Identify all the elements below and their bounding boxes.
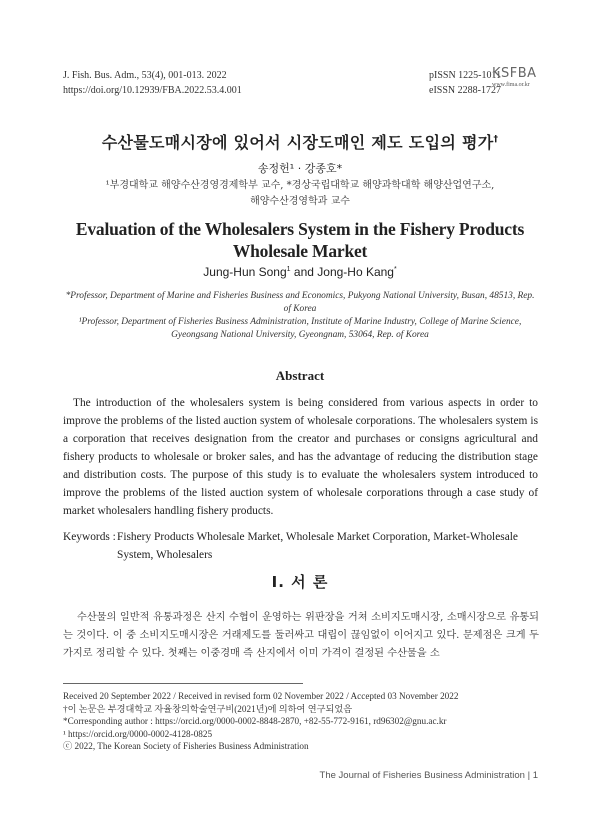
korean-title [40, 130, 560, 153]
author-2: Jong-Ho Kang [317, 265, 394, 279]
society-logo [492, 66, 540, 89]
title-footnote-mark: † [493, 134, 499, 145]
eissn: eISSN 2288-1727 [429, 85, 501, 96]
english-affiliation [62, 290, 538, 342]
keywords-label: Keywords : [63, 531, 116, 543]
keywords-list: Fishery Products Wholesale Market, Wholesale Market Corporation, Market-Wholesale System, Wholesalers [117, 531, 518, 561]
footer-journal-name: The Journal of Fisheries Business Administration [319, 770, 525, 781]
journal-ref: J. Fish. Bus. Adm., 53(4), 001-013. 2022 [63, 70, 227, 81]
issn-block [429, 68, 501, 98]
abstract-text: The introduction of the wholesalers system is being considered from various aspects in order to improve the problems of the listed auction system of wholesale corporations. The wholesalers system is a corporation that receives designation from the creator and purchases or consigns agricultural and fishery products to wholesale or broker sales, and has the advantage of reducing the distribution stage and distribution costs. The purpose of this study is to evaluate the wholesalers system introduced to improve the problems of the listed auction system of wholesale corporations through a case study of market wholesalers handling fishery products. [63, 397, 538, 517]
abstract-heading: Abstract [275, 368, 325, 383]
english-authors [0, 265, 600, 279]
introduction-paragraph: 수산물의 일반적 유통과정은 산지 수협이 운영하는 위판장을 거쳐 소비지도매시장, 소매시장으로 유통되는 것이다. 이 중 소비지도매시장은 거래제도를 둘러싸고 대립이 끊임없이 이어지고 있다. 문제점은 크게 두 가지로 정리할 수 있다. 첫째는 이중경매 즉 산지에서 이미 가격이 결정된 수산물을 소 [63, 612, 539, 659]
journal-citation [63, 68, 242, 98]
logo-text: KSFBA [492, 66, 537, 81]
author-1-mark: 1 [286, 266, 291, 273]
author-1: Jung-Hun Song [203, 265, 287, 279]
author-orcid: ¹ https://orcid.org/0000-0002-4128-0825 [63, 728, 213, 739]
korean-affiliation [60, 178, 540, 210]
footnotes [63, 690, 543, 753]
english-affiliation-2: ¹Professor, Department of Fisheries Business Administration, Institute of Marine Industry, College of Marine Science, Gyeongsang National University, Gyeongnam, 53064, Rep. of Korea [78, 317, 522, 340]
footnote-divider [63, 683, 303, 684]
funding-note: †이 논문은 부경대학교 자율창의학술연구비(2021년)에 의하여 연구되었음 [63, 703, 353, 714]
corresponding-author: *Corresponding author : https://orcid.org/0000-0002-8848-2870, +82-55-772-9161, rd96302@gnu.ac.kr [63, 716, 447, 727]
page-number: 1 [532, 770, 538, 781]
section-heading-introduction: I. 서 론 [271, 573, 329, 591]
english-title: Evaluation of the Wholesalers System in the Fishery Products Wholesale Market [75, 219, 525, 261]
copyright: ⓒ 2022, The Korean Society of Fisheries Business Administration [63, 741, 309, 752]
footer-separator: | [527, 770, 531, 781]
logo-url: www.fima.or.kr [492, 82, 530, 88]
author-2-mark: * [393, 266, 397, 273]
author-connector: and [290, 265, 318, 279]
pissn: pISSN 1225-1011 [429, 70, 502, 81]
korean-title-text: 수산물도매시장에 있어서 시장도매인 제도 도입의 평가 [101, 133, 494, 152]
received-dates: Received 20 September 2022 / Received in revised form 02 November 2022 / Accepted 03 November 2022 [63, 691, 459, 701]
korean-affiliation-line: 해양수산경영학과 교수 [250, 196, 350, 207]
page-footer [320, 770, 538, 781]
doi-link[interactable]: https://doi.org/10.12939/FBA.2022.53.4.001 [63, 85, 242, 96]
korean-authors: 송정헌¹ · 강종호* [257, 162, 343, 175]
english-affiliation-1: *Professor, Department of Marine and Fisheries Business and Economics, Pukyong National University, Busan, 48513, Rep. of Korea [65, 291, 535, 314]
korean-affiliation-line: ¹부경대학교 해양수산경영경제학부 교수, *경상국립대학교 해양과학대학 해양산업연구소, [105, 180, 495, 191]
